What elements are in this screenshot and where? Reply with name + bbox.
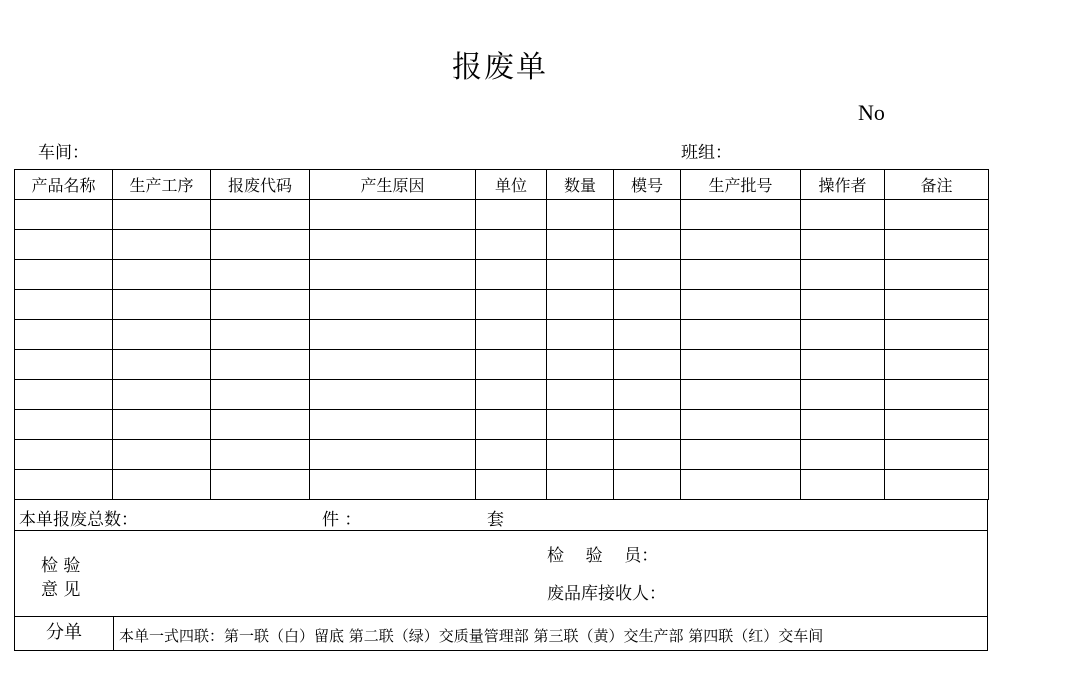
- table-cell[interactable]: [681, 260, 801, 290]
- table-cell[interactable]: [15, 260, 113, 290]
- col-header-process: 生产工序: [113, 170, 211, 200]
- table-row: [15, 410, 989, 440]
- receiver-label: 废品库接收人：: [547, 584, 666, 604]
- table-cell[interactable]: [476, 260, 547, 290]
- table-cell[interactable]: [801, 200, 885, 230]
- table-cell[interactable]: [15, 320, 113, 350]
- table-cell[interactable]: [885, 350, 989, 380]
- table-row: [15, 290, 989, 320]
- table-cell[interactable]: [547, 230, 614, 260]
- table-cell[interactable]: [113, 200, 211, 230]
- table-cell[interactable]: [211, 290, 310, 320]
- table-cell[interactable]: [476, 350, 547, 380]
- scrap-table: [14, 169, 989, 500]
- table-cell[interactable]: [614, 350, 681, 380]
- table-cell[interactable]: [15, 290, 113, 320]
- total-label: 本单报废总数：: [19, 510, 138, 530]
- table-cell[interactable]: [113, 440, 211, 470]
- table-cell[interactable]: [801, 380, 885, 410]
- col-header-quantity: 数量: [547, 170, 614, 200]
- table-cell[interactable]: [614, 290, 681, 320]
- distribution-note: 本单一式四联：第一联（白）留底 第二联（绿）交质量管理部 第三联（黄）交生产部 第四联（红）交车间: [119, 627, 824, 645]
- table-cell[interactable]: [15, 470, 113, 500]
- table-cell[interactable]: [801, 470, 885, 500]
- table-cell[interactable]: [113, 350, 211, 380]
- table-cell[interactable]: [15, 200, 113, 230]
- table-cell[interactable]: [113, 380, 211, 410]
- table-cell[interactable]: [547, 410, 614, 440]
- distribution-row: [14, 617, 988, 651]
- table-cell[interactable]: [885, 260, 989, 290]
- table-cell[interactable]: [310, 200, 476, 230]
- table-cell[interactable]: [310, 290, 476, 320]
- table-cell[interactable]: [614, 440, 681, 470]
- table-cell[interactable]: [614, 230, 681, 260]
- table-cell[interactable]: [614, 470, 681, 500]
- workshop-label: 车间：: [38, 143, 89, 163]
- table-cell[interactable]: [476, 440, 547, 470]
- table-cell[interactable]: [614, 320, 681, 350]
- table-cell[interactable]: [614, 410, 681, 440]
- col-header-cause: 产生原因: [310, 170, 476, 200]
- table-cell[interactable]: [476, 200, 547, 230]
- table-cell[interactable]: [681, 350, 801, 380]
- table-row: [15, 260, 989, 290]
- table-cell[interactable]: [211, 440, 310, 470]
- table-cell[interactable]: [681, 290, 801, 320]
- table-cell[interactable]: [801, 350, 885, 380]
- col-header-product-name: 产品名称: [15, 170, 113, 200]
- team-label: 班组：: [681, 143, 732, 163]
- table-cell[interactable]: [885, 320, 989, 350]
- total-row: [14, 500, 988, 531]
- table-body: [15, 200, 989, 500]
- table-cell[interactable]: [211, 350, 310, 380]
- distribution-label: 分单: [15, 617, 114, 650]
- table-cell[interactable]: [15, 230, 113, 260]
- table-cell[interactable]: [885, 470, 989, 500]
- table-cell[interactable]: [211, 260, 310, 290]
- table-cell[interactable]: [614, 200, 681, 230]
- table-cell[interactable]: [681, 380, 801, 410]
- table-cell[interactable]: [211, 200, 310, 230]
- table-cell[interactable]: [15, 410, 113, 440]
- table-cell[interactable]: [476, 380, 547, 410]
- table-cell[interactable]: [885, 230, 989, 260]
- table-cell[interactable]: [310, 470, 476, 500]
- table-cell[interactable]: [547, 350, 614, 380]
- col-header-operator: 操作者: [801, 170, 885, 200]
- table-cell[interactable]: [211, 320, 310, 350]
- col-header-mold-no: 模号: [614, 170, 681, 200]
- table-cell[interactable]: [476, 230, 547, 260]
- col-header-batch-no: 生产批号: [681, 170, 801, 200]
- table-cell[interactable]: [310, 320, 476, 350]
- table-cell[interactable]: [15, 440, 113, 470]
- table-cell[interactable]: [547, 440, 614, 470]
- table-cell[interactable]: [681, 200, 801, 230]
- table-cell[interactable]: [885, 440, 989, 470]
- table-cell[interactable]: [476, 410, 547, 440]
- table-cell[interactable]: [547, 320, 614, 350]
- table-row: [15, 470, 989, 500]
- table-cell[interactable]: [113, 260, 211, 290]
- table-cell[interactable]: [211, 470, 310, 500]
- table-cell[interactable]: [681, 410, 801, 440]
- table-cell[interactable]: [15, 350, 113, 380]
- table-cell[interactable]: [310, 380, 476, 410]
- table-cell[interactable]: [547, 200, 614, 230]
- table-cell[interactable]: [885, 380, 989, 410]
- table-cell[interactable]: [681, 320, 801, 350]
- table-cell[interactable]: [547, 380, 614, 410]
- table-cell[interactable]: [113, 470, 211, 500]
- table-cell[interactable]: [681, 440, 801, 470]
- table-cell[interactable]: [614, 260, 681, 290]
- table-cell[interactable]: [547, 470, 614, 500]
- table-cell[interactable]: [476, 470, 547, 500]
- total-sets-unit: 套: [487, 510, 504, 530]
- table-cell[interactable]: [310, 350, 476, 380]
- inspection-opinion-line1: 检 验: [41, 556, 81, 576]
- table-cell[interactable]: [211, 410, 310, 440]
- table-cell[interactable]: [310, 440, 476, 470]
- col-header-remarks: 备注: [885, 170, 989, 200]
- table-cell[interactable]: [211, 230, 310, 260]
- table-row: [15, 230, 989, 260]
- table-cell[interactable]: [801, 230, 885, 260]
- table-row: [15, 380, 989, 410]
- table-cell[interactable]: [681, 230, 801, 260]
- table-cell[interactable]: [310, 410, 476, 440]
- form-number-label: No: [858, 100, 885, 125]
- table-cell[interactable]: [476, 290, 547, 320]
- table-cell[interactable]: [547, 290, 614, 320]
- table-cell[interactable]: [885, 410, 989, 440]
- col-header-unit: 单位: [476, 170, 547, 200]
- total-pieces-unit: 件 ：: [322, 510, 362, 530]
- table-row: [15, 200, 989, 230]
- table-cell[interactable]: [885, 290, 989, 320]
- table-header-row: [15, 170, 989, 200]
- table-cell[interactable]: [15, 380, 113, 410]
- table-cell[interactable]: [801, 260, 885, 290]
- table-cell[interactable]: [211, 380, 310, 410]
- inspection-section: [14, 531, 988, 617]
- table-cell[interactable]: [614, 380, 681, 410]
- table-cell[interactable]: [113, 410, 211, 440]
- table-cell[interactable]: [801, 410, 885, 440]
- table-cell[interactable]: [476, 320, 547, 350]
- col-header-scrap-code: 报废代码: [211, 170, 310, 200]
- table-cell[interactable]: [113, 230, 211, 260]
- table-cell[interactable]: [113, 320, 211, 350]
- table-row: [15, 350, 989, 380]
- table-cell[interactable]: [801, 440, 885, 470]
- table-cell[interactable]: [310, 230, 476, 260]
- table-cell[interactable]: [801, 290, 885, 320]
- table-cell[interactable]: [310, 260, 476, 290]
- table-cell[interactable]: [885, 200, 989, 230]
- inspector-label: 检 验 员：: [547, 546, 659, 566]
- table-row: [15, 440, 989, 470]
- table-cell[interactable]: [681, 470, 801, 500]
- table-row: [15, 320, 989, 350]
- table-cell[interactable]: [113, 290, 211, 320]
- table-cell[interactable]: [801, 320, 885, 350]
- inspection-opinion-line2: 意 见: [41, 580, 81, 600]
- table-cell[interactable]: [547, 260, 614, 290]
- form-title: 报废单: [452, 50, 548, 85]
